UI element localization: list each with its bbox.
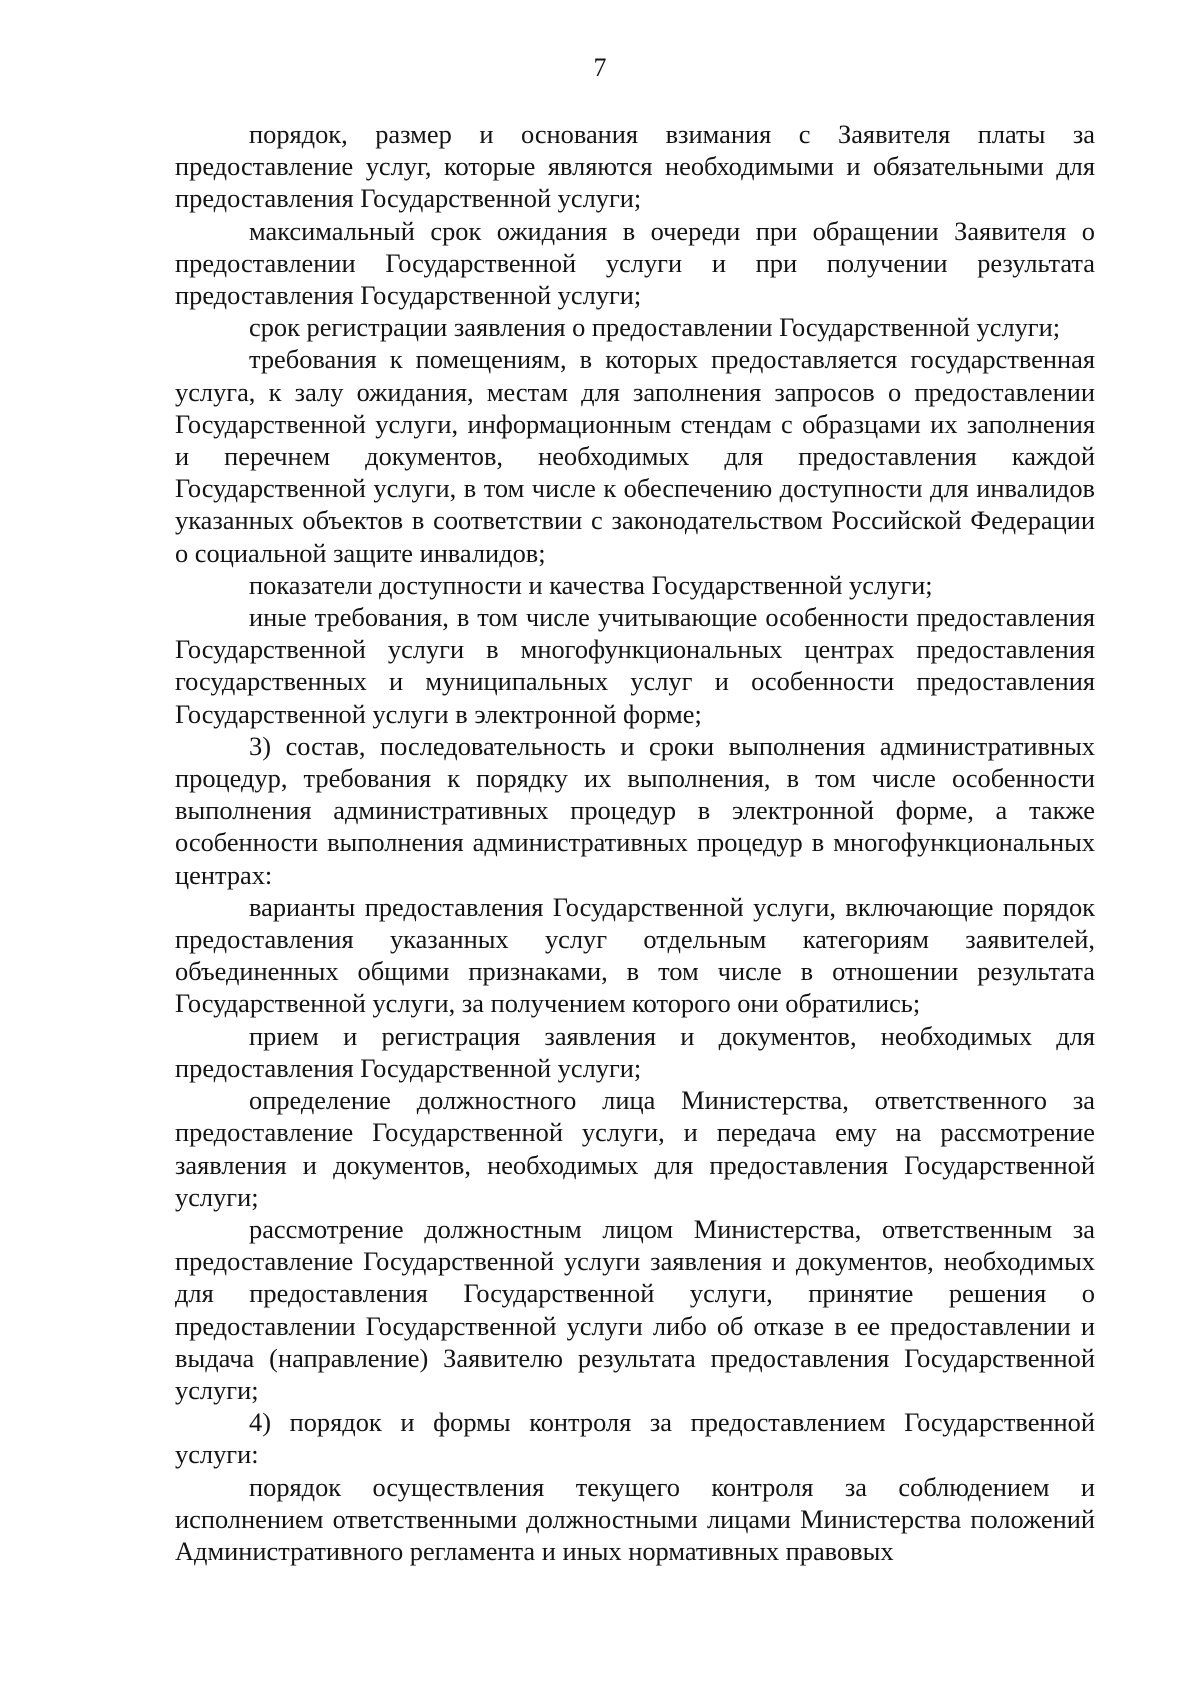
paragraph-other-requirements: иные требования, в том числе учитывающие особенности предоставления Государственной услуги в многофункциональных центрах предоставления государственных и муниципальных услуг и особенности предоставления Государственной услуги в электронной форме; (175, 602, 1095, 729)
paragraph-registration-term: срок регистрации заявления о предоставлении Государственной услуги; (249, 312, 1061, 343)
paragraph-section-3: 3) состав, последовательность и сроки выполнения административных процедур, требования к порядку их выполнения, в том числе особенности выполнения административных процедур в электронной форме, а также особенности выполнения административных процедур в многофункциональных центрах: (175, 730, 1095, 890)
paragraph-current-control: порядок осуществления текущего контроля за соблюдением и исполнением ответственными должностными лицами Министерства положений Административного регламента и иных нормативных правовых (175, 1471, 1095, 1566)
page-number: 7 (593, 53, 607, 82)
document-body (175, 118, 1095, 1567)
paragraph-section-4: 4) порядок и формы контроля за предоставлением Государственной услуги: (175, 1407, 1095, 1470)
paragraph-official-assignment: определение должностного лица Министерства, ответственного за предоставление Государственной услуги, и передача ему на рассмотрение заявления и документов, необходимых для предоставления Государственной услуги; (175, 1085, 1095, 1212)
paragraph-quality-indicators: показатели доступности и качества Государственной услуги; (249, 569, 933, 600)
paragraph-max-waiting-time: максимальный срок ожидания в очереди при обращении Заявителя о предоставлении Государственной услуги и при получении результата предоставления Государственной услуги; (175, 215, 1095, 311)
paragraph-fee-procedure: порядок, размер и основания взимания с Заявителя платы за предоставление услуг, которые являются необходимыми и обязательными для предоставления Государственной услуги; (175, 119, 1095, 214)
paragraph-review-decision: рассмотрение должностным лицом Министерства, ответственным за предоставление Государственной услуги заявления и документов, необходимых для предоставления Государственной услуги, принятие решения о предоставлении Государственной услуги либо об отказе в ее предоставлении и выдача (направление) Заявителю результата предоставления Государственной услуги; (175, 1213, 1095, 1405)
paragraph-premises-requirements: требования к помещениям, в которых предоставляется государственная услуга, к залу ожидания, местам для заполнения запросов о предоставлении Государственной услуги, информационным стендам с образцами их заполнения и перечнем документов, необходимых для предоставления каждой Государственной услуги, в том числе к обеспечению доступности для инвалидов указанных объектов в соответствии с законодательством Российской Федерации о социальной защите инвалидов; (175, 344, 1095, 568)
paragraph-service-variants: варианты предоставления Государственной услуги, включающие порядок предоставления указанных услуг отдельным категориям заявителей, объединенных общими признаками, в том числе в отношении результата Государственной услуги, за получением которого они обратились; (175, 891, 1095, 1019)
paragraph-reception-registration: прием и регистрация заявления и документов, необходимых для предоставления Государственной услуги; (175, 1020, 1095, 1083)
